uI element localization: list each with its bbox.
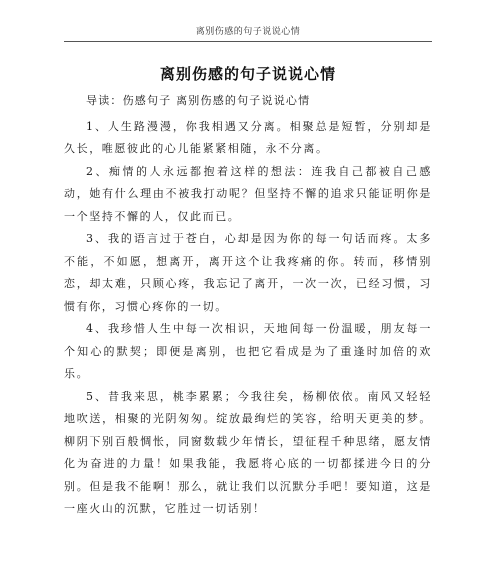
paragraph-5: 5、昔我来思，桃李累累；今我往矣，杨柳依依。南风又轻轻地吹送，相聚的光阴匆匆。绽放最绚烂的笑容，给明天更美的梦。柳阴下别百般惆怅，同窗数载少年情长，望征程千种思绪，愿友情化为奋进的力量！如果我能，我愿将心底的一切都揉进今日的分别。但是我不能啊！那么，就让我们以沉默分手吧！要知道，这是一座火山的沉默，它胜过一切话别！ — [64, 389, 432, 515]
paragraph-3: 3、我的语言过于苍白，心却是因为你的每一句话而疼。太多不能，不如愿，想离开，离开这个让我疼痛的你。转而，移情别恋，却太难，只顾心疼，我忘记了离开，一次一次，已经习惯，习惯有你，习惯心疼你的一切。 — [64, 232, 432, 313]
paragraph-1: 1、人生路漫漫，你我相遇又分离。相聚总是短暂，分别却是久长，唯愿彼此的心儿能紧紧相随，永不分离。 — [64, 119, 432, 155]
paragraph-4: 4、我珍惜人生中每一次相识，天地间每一份温暖，朋友每一个知心的默契；即便是离别，也把它看成是为了重逢时加倍的欢乐。 — [64, 322, 432, 380]
lead-paragraph: 导读：伤感句子 离别伤感的句子说说心情 — [86, 94, 311, 107]
paragraph-2: 2、痴情的人永远都抱着这样的想法：连我自己都被自己感动，她有什么理由不被我打动呢？但坚持不懈的追求只能证明你是一个坚持不懈的人，仅此而已。 — [64, 164, 432, 223]
page-title: 离别伤感的句子说说心情 — [159, 65, 336, 83]
body-text — [64, 90, 432, 521]
running-header: 离别伤感的句子说说心情 — [195, 27, 301, 37]
header-rule — [64, 41, 432, 42]
